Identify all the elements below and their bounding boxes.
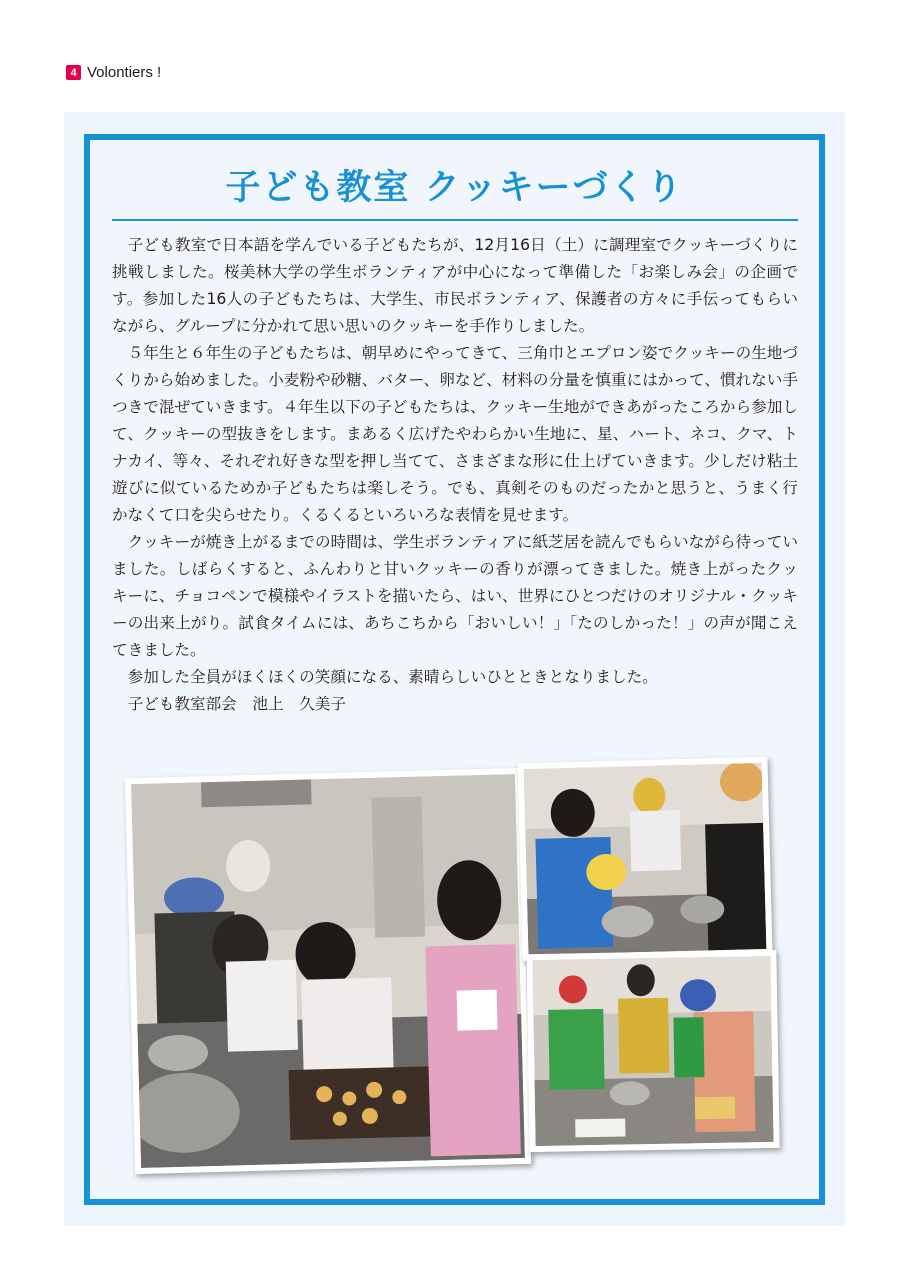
article-byline: 子ども教室部会 池上 久美子 (127, 695, 346, 713)
paragraph-1: 子ども教室で日本語を学んでいる子どもたちが、12月16日（土）に調理室でクッキーづくりに挑戦しました。桜美林大学の学生ボランティアが中心になって準備した「お楽しみ会」の企画です。参加した16人の子どもたちは、大学生、市民ボランティア、保護者の方々に手伝ってもらいながら、グループに分かれて思い思いのクッキーを手作りしました。 (112, 236, 798, 335)
article-title: 子ども教室 クッキーづくり (225, 168, 684, 208)
section-title: Volontiers ! (87, 64, 162, 81)
paragraph-3: クッキーが焼き上がるまでの時間は、学生ボランティアに紙芝居を読んでもらいながら待っていました。しばらくすると、ふんわりと甘いクッキーの香りが漂ってきました。焼き上がったクッキーに、チョコペンで模様やイラストを描いたら、はい、世界にひとつだけのオリジナル・クッキーの出来上がり。試食タイムには、あちこちから「おいしい！」「たのしかった！」の声が聞こえてきました。 (112, 533, 798, 659)
photo-mixing-dough (517, 757, 772, 961)
photo-cookie-cutting (125, 768, 531, 1174)
paragraph-2: ５年生と６年生の子どもたちは、朝早めにやってきて、三角巾とエプロン姿でクッキーの生地づくりから始めました。小麦粉や砂糖、バター、卵など、材料の分量を慎重にはかって、慣れない手つきで混ぜていきます。４年生以下の子どもたちは、クッキー生地ができあがったころから参加して、クッキーの型抜きをします。まあるく広げたやわらかい生地に、星、ハート、ネコ、クマ、トナカイ、等々、それぞれ好きな型を押し当てて、さまざまな形に仕上げていきます。少しだけ粘土遊びに似ているためか子どもたちは楽しそう。でも、真剣そのものだったかと思うと、うまく行かなくて口を尖らせたり。くるくるといろいろな表情を見せます。 (112, 344, 798, 524)
article-body (112, 232, 798, 718)
paragraph-4: 参加した全員がほくほくの笑顔になる、素晴らしいひとときとなりました。 (127, 668, 658, 686)
photo-cookie-group (526, 950, 779, 1152)
page-number-badge: 4 (66, 65, 81, 80)
page-header (66, 64, 161, 81)
title-divider (112, 219, 798, 221)
